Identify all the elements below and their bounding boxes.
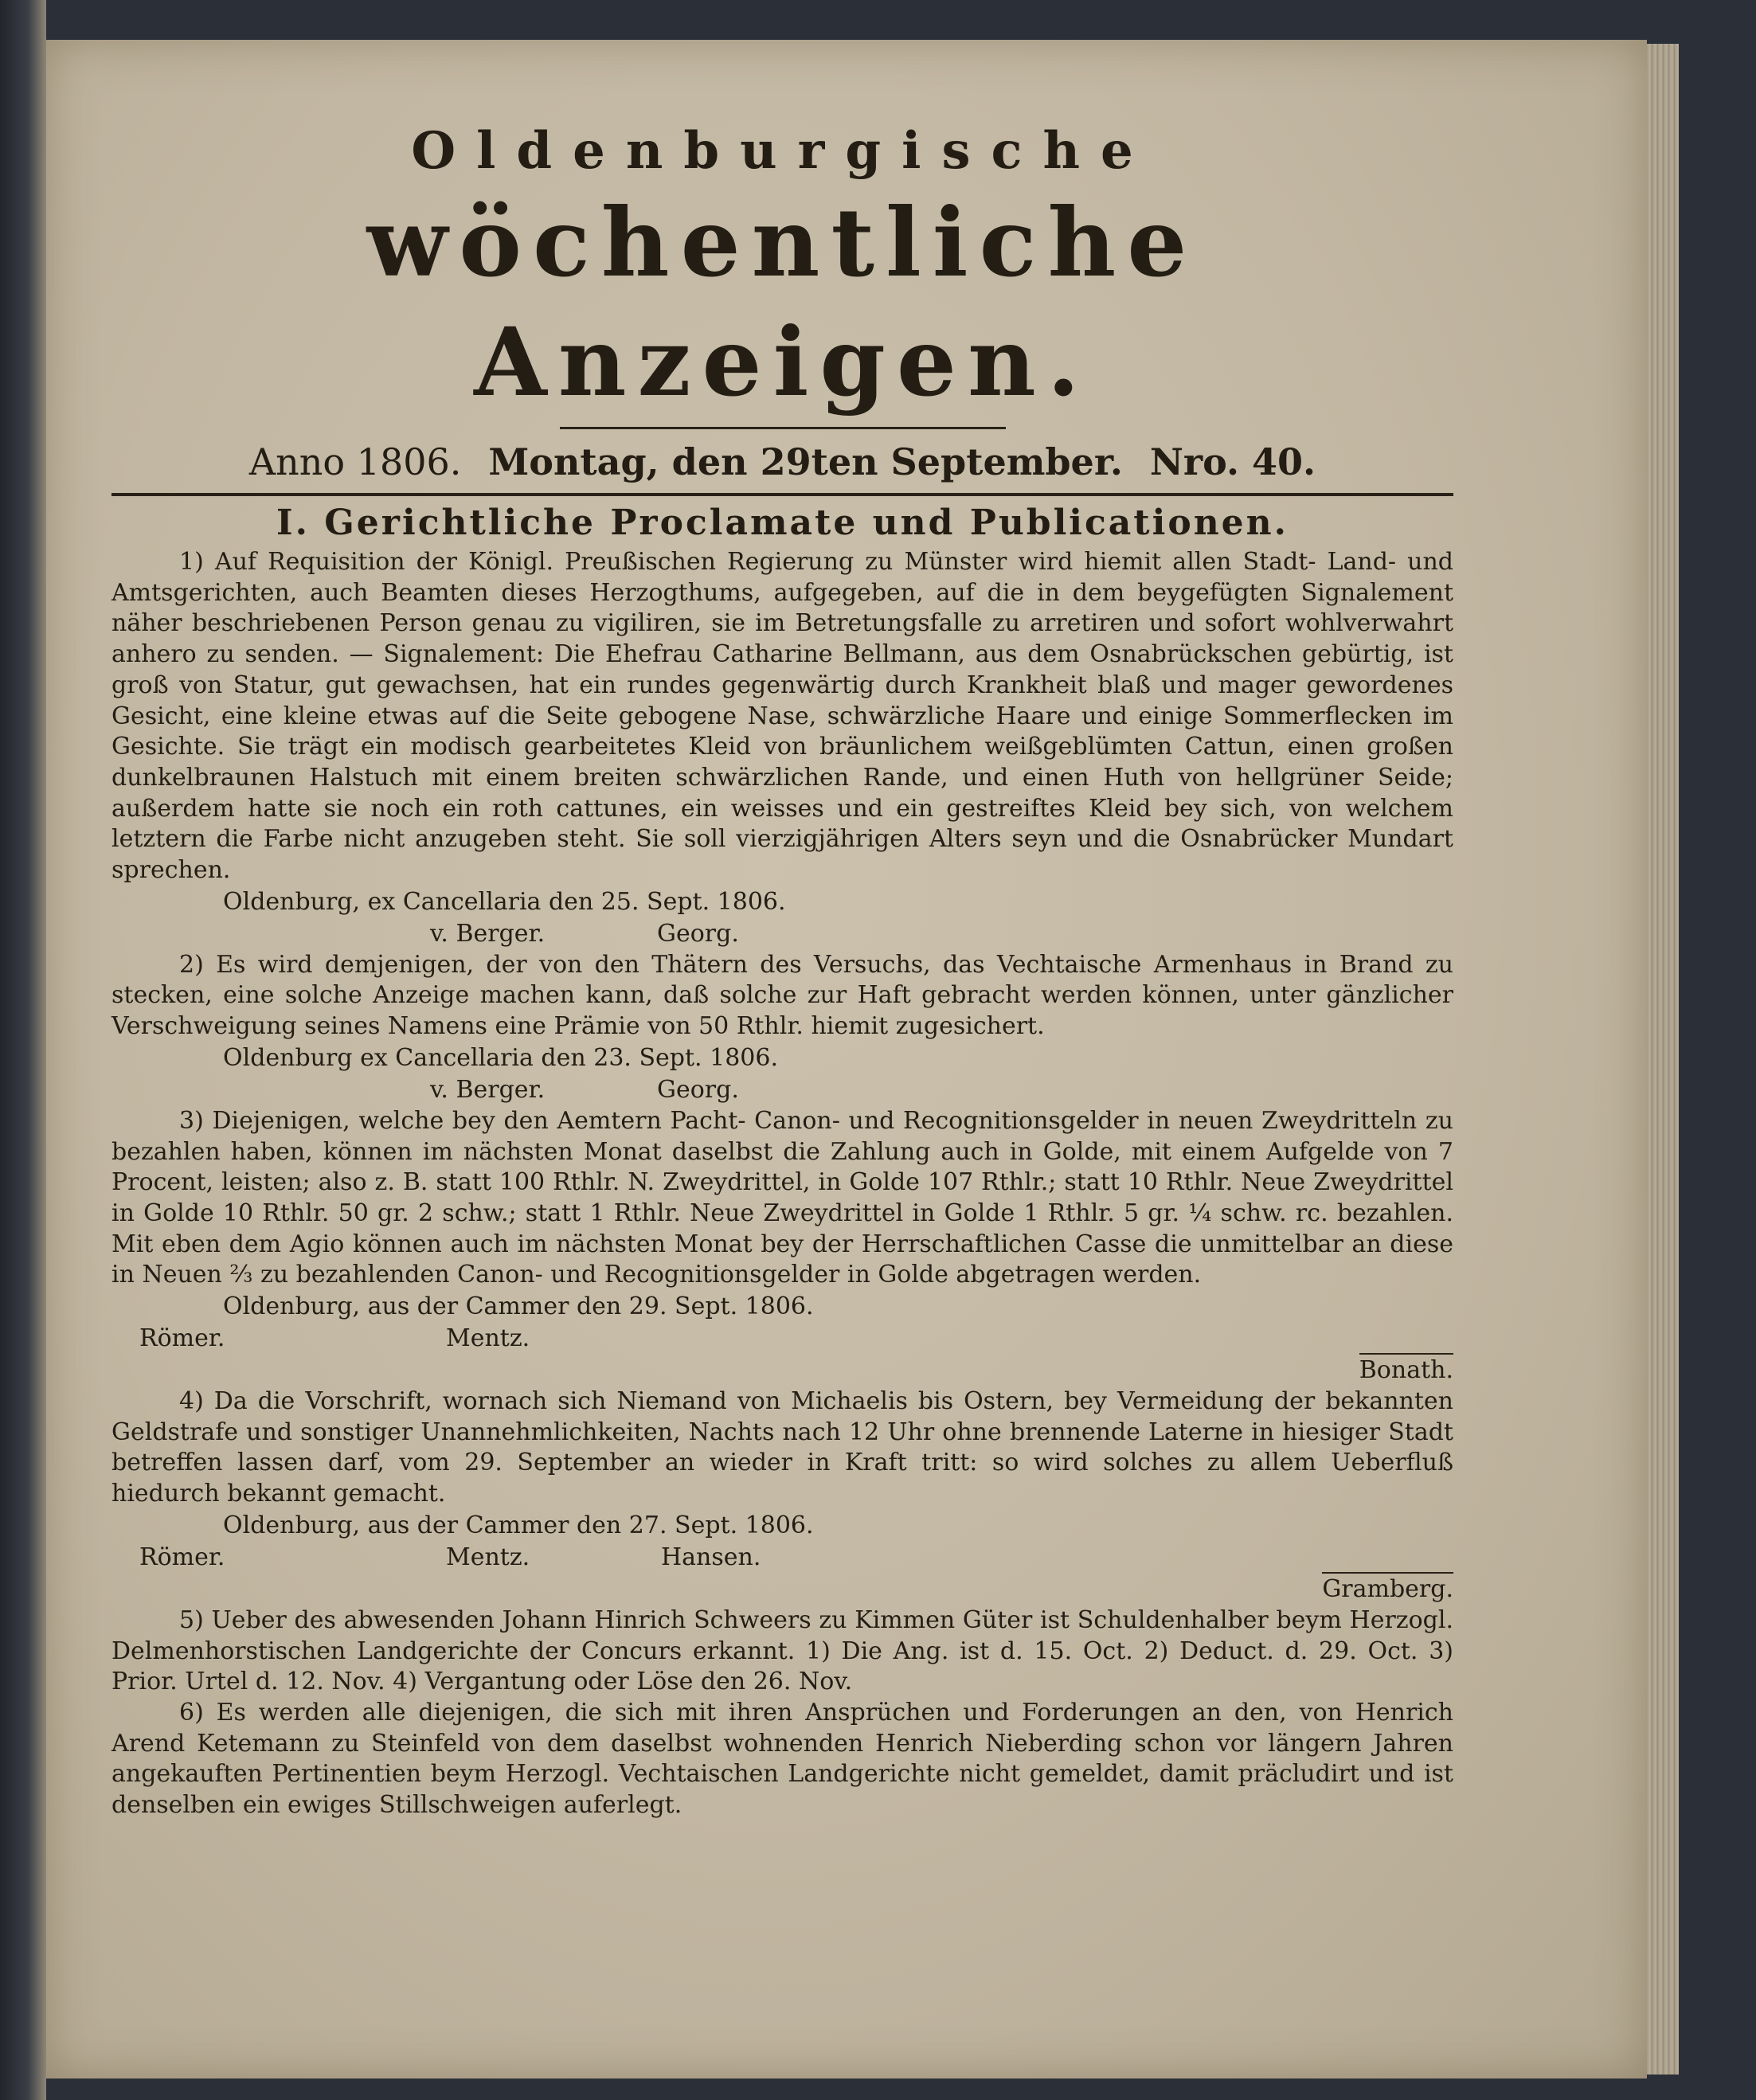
masthead-line-1: Oldenburgische (411, 121, 1154, 181)
signature: Hansen. (661, 1543, 761, 1571)
notice-2-signatures (111, 1074, 1453, 1106)
masthead-line-2: wöchentliche Anzeigen. (366, 187, 1199, 417)
signature: v. Berger. (430, 1075, 546, 1104)
dateline-number: Nro. 40. (1149, 440, 1316, 483)
notice-3-signature-right (111, 1355, 1453, 1386)
dateline-anno: Anno 1806. (248, 440, 462, 483)
section-title: I. Gerichtliche Proclamate und Publicationen. (276, 503, 1289, 543)
notice-2-date: Oldenburg ex Cancellaria den 23. Sept. 1806. (223, 1043, 779, 1072)
notice-5-text: 5) Ueber des abwesenden Johann Hinrich Schweers zu Kimmen Güter ist Schuldenhalber beym Herzogl. Delmenhorstischen Landgerichte der Concurs erkannt. 1) Die Ang. ist d. 15. Oct. 2) Deduct. d. 29. Oct. 3) Prior. Urtel d. 12. Nov. 4) Vergantung oder Löse den 26. Nov. (111, 1605, 1453, 1696)
notice-1-date: Oldenburg, ex Cancellaria den 25. Sept. 1806. (223, 887, 786, 916)
signature: Mentz. (446, 1543, 530, 1571)
signature: Georg. (657, 919, 739, 948)
notice-4-date: Oldenburg, aus der Cammer den 27. Sept. 1806. (223, 1511, 814, 1539)
signature: Mentz. (446, 1324, 530, 1353)
notice-4-signature-right (111, 1574, 1453, 1605)
header-rule (111, 493, 1453, 496)
signature: Römer. (139, 1324, 225, 1353)
signature: v. Berger. (430, 919, 546, 948)
notice-3-date: Oldenburg, aus der Cammer den 29. Sept. 1806. (223, 1292, 814, 1321)
masthead-rule (560, 427, 1006, 429)
notice-4-signatures (111, 1542, 1453, 1574)
notice-3-signatures (111, 1323, 1453, 1355)
notice-1-text: 1) Auf Requisition der Königl. Preußischen Regierung zu Münster wird hiemit allen Stadt- Land- und Amtsgerichten, auch Beamten dieses Herzogthums, aufgegeben, auf die in dem beygefügten Signalement näher beschriebenen Person genau zu vigiliren, sie im Betretungsfalle zu arretiren und sofort wohlverwahrt anhero zu senden. — Signalement: Die Ehefrau Catharine Bellmann, aus dem Osnabrückschen gebürtig, ist groß von Statur, gut gewachsen, hat ein rundes gegenwärtig durch Krankheit blaß und mager gewordenes Gesicht, eine kleine etwas auf die Seite gebogene Nase, schwärzliche Haare und einige Sommerflecken im Gesichte. Sie trägt ein modisch gearbeitetes Kleid von bräunlichem weißgeblümten Cattun, einen großen dunkelbraunen Halstuch mit einem breiten schwärzlichen Rande, und einen Huth von hellgrüner Seide; außerdem hatte sie noch ein roth cattunes, ein weisses und ein gestreiftes Kleid bey sich, von welchem letztern die Farbe nicht anzugeben steht. Sie soll vierzigjährigen Alters seyn und die Osnabrücker Mundart sprechen. (111, 548, 1453, 885)
page-content (111, 119, 1453, 1821)
signature: Gramberg. (1322, 1572, 1453, 1603)
notice-1-signatures (111, 918, 1453, 950)
book-binding-edge (0, 0, 46, 2100)
dateline-day: Montag, den 29ten September. (488, 440, 1123, 483)
signature: Römer. (139, 1543, 225, 1571)
notice-2-text: 2) Es wird demjenigen, der von den Thätern des Versuchs, das Vechtaische Armenhaus in Brand zu stecken, eine solche Anzeige machen kann, daß solche zur Haft gebracht werden können, unter gänzlicher Verschweigung seines Namens eine Prämie von 50 Rthlr. hiemit zugesichert. (111, 950, 1453, 1041)
dateline (111, 436, 1453, 488)
signature: Bonath. (1359, 1353, 1453, 1384)
notice-3-text: 3) Diejenigen, welche bey den Aemtern Pacht- Canon- und Recognitionsgelder in neuen Zweydritteln zu bezahlen haben, können im nächsten Monat daselbst die Zahlung auch in Golde, mit einem Aufgelde von 7 Procent, leisten; also z. B. statt 100 Rthlr. N. Zweydrittel, in Golde 107 Rthlr.; statt 10 Rthlr. Neue Zweydrittel in Golde 10 Rthlr. 50 gr. 2 schw.; statt 1 Rthlr. Neue Zweydrittel in Golde 1 Rthlr. 5 gr. ¼ schw. rc. bezahlen. Mit eben dem Agio können auch im nächsten Monat bey der Herrschaftlichen Casse die unmittelbar an diese in Neuen ⅔ zu bezahlenden Canon- und Recognitionsgelder in Golde abgetragen werden. (111, 1106, 1453, 1289)
notice-6-text: 6) Es werden alle diejenigen, die sich mit ihren Ansprüchen und Forderungen an den, von Henrich Arend Ketemann zu Steinfeld von dem daselbst wohnenden Henrich Nieberding schon vor längern Jahren angekauften Pertinentien beym Herzogl. Vechtaischen Landgerichte nicht gemeldet, damit präcludirt und ist denselben ein ewiges Stillschweigen auferlegt. (111, 1698, 1453, 1820)
page-stack-edge (1647, 44, 1679, 2075)
signature: Georg. (657, 1075, 739, 1104)
notice-4-text: 4) Da die Vorschrift, wornach sich Niemand von Michaelis bis Ostern, bey Vermeidung der bekannten Geldstrafe und sonstiger Unannehmlichkeiten, Nachts nach 12 Uhr ohne brennende Laterne in hiesiger Stadt betreffen lassen darf, vom 29. September an wieder in Kraft tritt: so wird solches zu allem Ueberfluß hiedurch bekannt gemacht. (111, 1387, 1453, 1508)
